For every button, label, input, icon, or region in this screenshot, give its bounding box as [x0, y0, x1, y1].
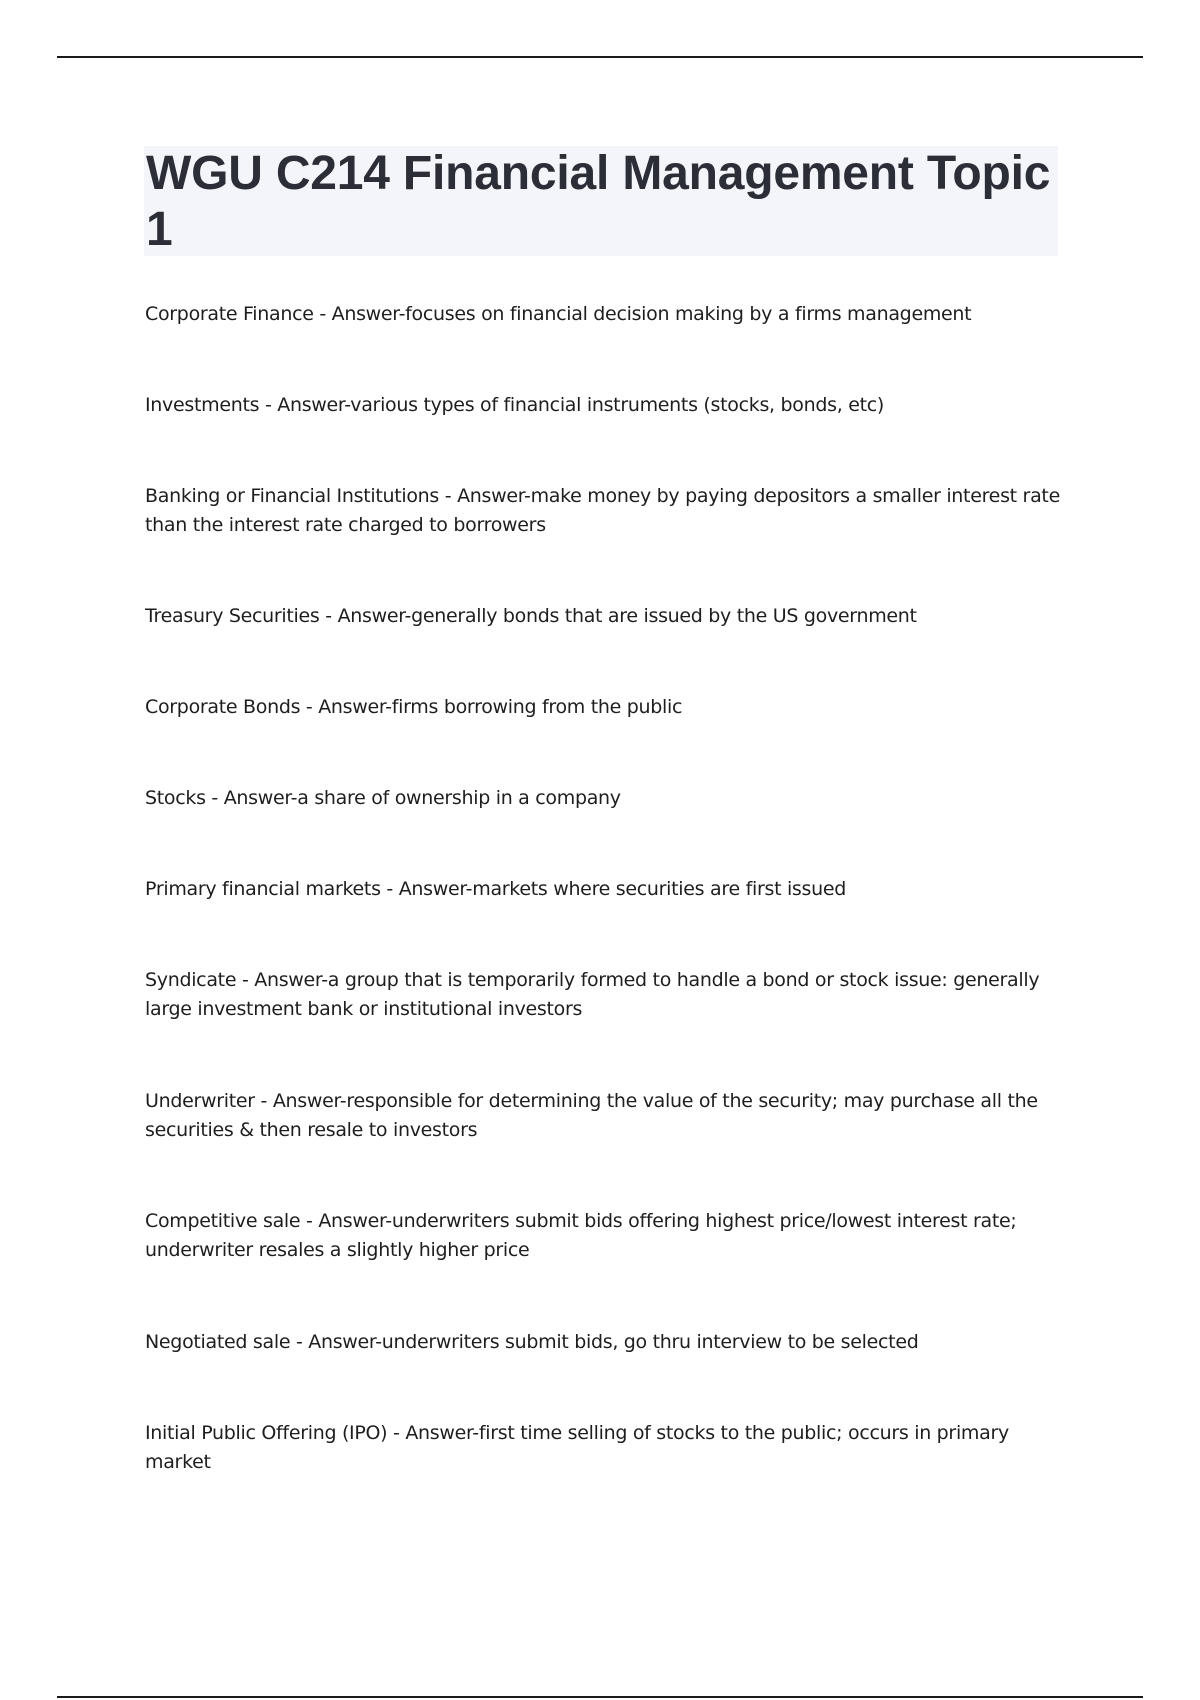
- list-item: [145, 602, 1065, 631]
- entry-term: Competitive sale: [145, 1210, 301, 1232]
- entry-term: Negotiated sale: [145, 1331, 291, 1353]
- entry-separator: - Answer-: [205, 787, 298, 809]
- entry-term: Corporate Finance: [145, 303, 314, 325]
- entry-answer: underwriters submit bids, go thru interview to be selected: [381, 1331, 919, 1353]
- entry-answer: generally bonds that are issued by the US government: [411, 605, 917, 627]
- entry-answer: a share of ownership in a company: [297, 787, 621, 809]
- entry-answer: focuses on financial decision making by a firms management: [405, 303, 972, 325]
- top-rule: [57, 56, 1143, 58]
- list-item: [145, 966, 1065, 1024]
- entry-answer: make money by paying depositors a smaller interest rate than the interest rate charged to borrowers: [145, 485, 1060, 536]
- entry-separator: - Answer-: [439, 485, 531, 507]
- list-item: [145, 1087, 1065, 1145]
- entry-separator: - Answer-: [259, 394, 351, 416]
- title-block: [144, 146, 1058, 256]
- entry-separator: - Answer-: [300, 1210, 392, 1232]
- list-item: [145, 300, 1065, 329]
- entry-answer: various types of financial instruments (stocks, bonds, etc): [350, 394, 884, 416]
- entry-term: Underwriter: [145, 1090, 255, 1112]
- list-item: [145, 391, 1065, 420]
- entry-term: Primary financial markets: [145, 878, 381, 900]
- entry-separator: - Answer-: [290, 1331, 382, 1353]
- entry-answer: underwriters submit bids offering highest price/lowest interest rate; underwriter resales a slightly higher price: [145, 1210, 1017, 1261]
- entry-answer: markets where securities are first issued: [472, 878, 847, 900]
- list-item: [145, 784, 1065, 813]
- entry-answer: first time selling of stocks to the public; occurs in primary market: [145, 1422, 1009, 1473]
- entry-separator: - Answer-: [319, 605, 412, 627]
- entry-answer: a group that is temporarily formed to handle a bond or stock issue: generally large investment bank or institutional investors: [145, 969, 1040, 1020]
- entry-term: Corporate Bonds: [145, 696, 301, 718]
- entry-separator: - Answer-: [313, 303, 406, 325]
- entry-term: Treasury Securities: [145, 605, 320, 627]
- list-item: [145, 875, 1065, 904]
- entry-separator: - Answer-: [387, 1422, 479, 1444]
- entry-separator: - Answer-: [254, 1090, 347, 1112]
- list-item: [145, 482, 1065, 540]
- entry-term: Banking or Financial Institutions: [145, 485, 440, 507]
- entry-term: Investments: [145, 394, 260, 416]
- list-item: [145, 693, 1065, 722]
- list-item: [145, 1328, 1065, 1357]
- entry-separator: - Answer-: [380, 878, 473, 900]
- entry-answer: firms borrowing from the public: [391, 696, 683, 718]
- bottom-rule: [57, 1696, 1143, 1698]
- entry-answer: responsible for determining the value of the security; may purchase all the securities & then resale to investors: [145, 1090, 1038, 1141]
- page-title: WGU C214 Financial Management Topic 1: [146, 147, 1051, 256]
- entry-term: Syndicate: [145, 969, 237, 991]
- entry-term: Initial Public Offering (IPO): [145, 1422, 388, 1444]
- entry-term: Stocks: [145, 787, 206, 809]
- list-item: [145, 1207, 1065, 1265]
- entry-separator: - Answer-: [300, 696, 392, 718]
- entry-separator: - Answer-: [236, 969, 328, 991]
- list-item: [145, 1419, 1065, 1477]
